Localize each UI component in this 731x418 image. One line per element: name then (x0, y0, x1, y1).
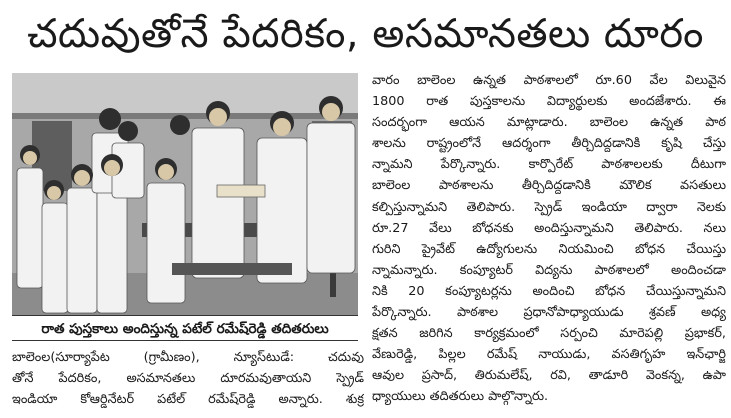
photo-illustration (12, 73, 358, 315)
article-line: బాలెంల పాఠశాలను తీర్చిదిద్దడానికి మౌలిక వసతులు (372, 178, 726, 194)
article-line: శాలను రాష్ట్రంలోనే ఆదర్శంగా తీర్చిదిద్దడానికి కృషి చేస్తు (372, 136, 726, 152)
article-line: నికి 20 కంప్యూటర్లను అందించి బోధన చేయిస్తున్నామని (372, 283, 726, 299)
article-line: వేణురెడ్డి, పిల్లల రమేష్ నాయుడు, వసతిగృహ ఇన్‌ఛార్జి (372, 347, 726, 363)
article-line: ఇండియా కోఆర్డినేటర్ పటేల్ రమేష్‌రెడ్డి అన్నారు. శుక్ర (12, 392, 364, 408)
photo-caption: రాత పుస్తకాలు అందిస్తున్న పటేల్ రమేష్‌రెడ్డి తదితరులు (12, 315, 358, 341)
news-photo (12, 73, 358, 315)
article-line: 1800 రాత పుస్తకాలను విద్యార్థులకు అందజేశారు. ఈ (372, 94, 726, 110)
article-line: ధ్యాయులు తదితరులు పాల్గొన్నారు. (372, 389, 549, 405)
article-headline: చదువుతోనే పేదరికం, అసమానతలు దూరం (27, 11, 704, 57)
article-dateline: బాలెంల(సూర్యాపేట (గ్రామీణం), న్యూస్‌టుడే: చదువు (12, 350, 364, 365)
article-line: రూ.27 వేలు బోధనకు అందిస్తున్నామని తెలిపారు. నలు (372, 220, 726, 236)
article-line: క్షతన జరిగిన కార్యక్రమంలో సర్పంచి మారెపల్లి ప్రభాకర్, (372, 326, 726, 342)
article-line: న్నామన్నారు. కంప్యూటర్ విద్యను పాఠశాలలో అందించడా (372, 262, 726, 278)
article-line: కల్పిస్తున్నామని తెలిపారు. స్ప్రెడ్ ఇండియా ద్వారా నెలకు (372, 199, 726, 215)
article-line: సందర్భంగా ఆయన మాట్లాడారు. బాలెంల ఉన్నత పాఠ (372, 115, 726, 131)
article-body-left-column (12, 347, 364, 417)
article-line: గురిని ప్రైవేట్ ఉద్యోగులను నియమించి బోధన చేయిస్తు (372, 241, 726, 257)
article-line: వారం బాలెంల ఉన్నత పాఠశాలలో రూ.60 వేల విలువైన (372, 73, 726, 88)
article-line: ఆవుల ప్రసాద్, తిరుమలేష్, రవి, తాడూరి వెంకన్న, ఉపా (372, 368, 726, 384)
article-body-right-column (372, 70, 726, 415)
article-line: న్నామని పేర్కొన్నారు. కార్పొరేట్ పాఠశాలలకు దీటుగా (372, 157, 726, 173)
article-line: తోనే పేదరికం, అసమానతలు దూరమవుతాయని స్ప్రెడ్ (12, 371, 364, 387)
article-line: పేర్కొన్నారు. పాఠశాల ప్రధానోపాధ్యాయుడు శ్రవణ్ అధ్య (372, 305, 726, 321)
